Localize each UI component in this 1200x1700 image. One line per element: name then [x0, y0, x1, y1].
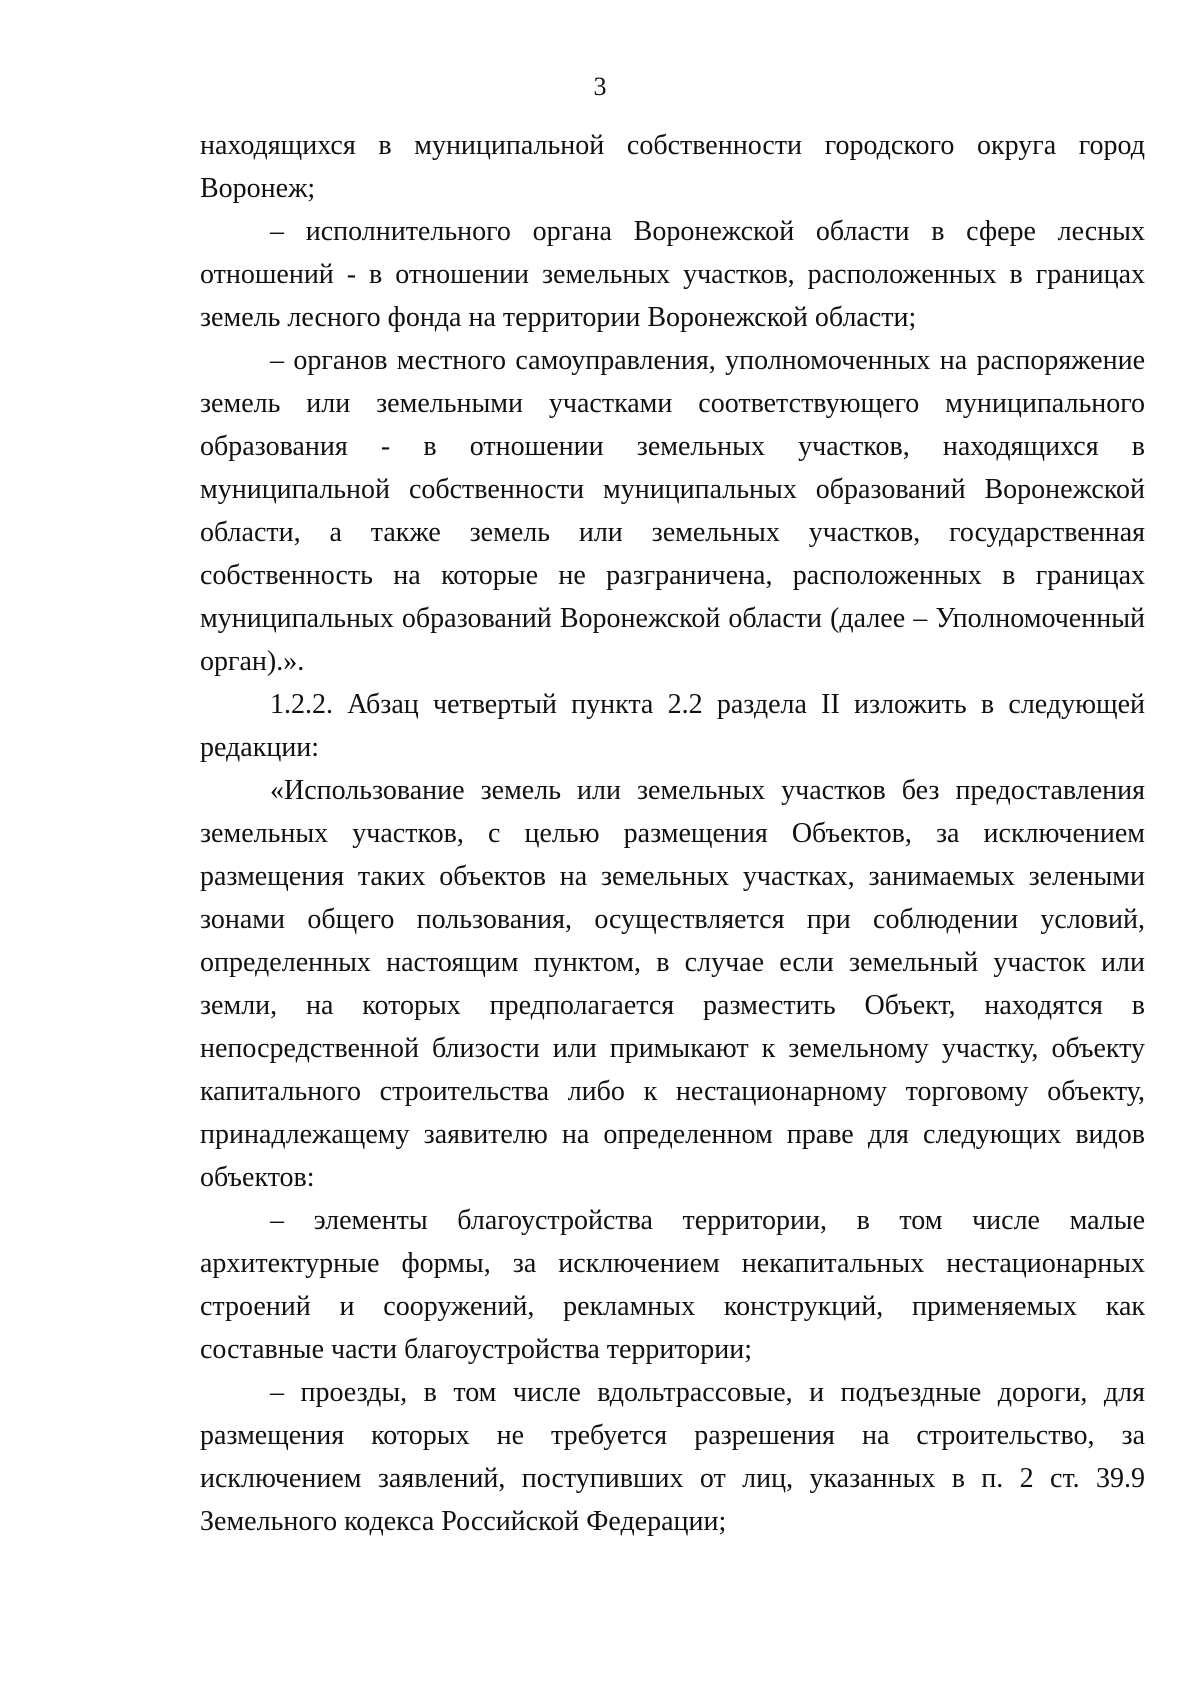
paragraph-driveways: – проезды, в том числе вдольтрассовые, и подъездные дороги, для размещения которых не требуется разрешения на строительство, за исключением заявлений, поступивших от лиц, указанных в п. 2 ст. 39.9 Земельного кодекса Российской Федерации; [200, 1377, 1145, 1537]
paragraph-landscaping-elements: – элементы благоустройства территории, в том числе малые архитектурные формы, за исключением некапитальных нестационарных строений и сооружений, рекламных конструкций, применяемых как составные части благоустройства территории; [200, 1205, 1145, 1365]
document-body [200, 124, 1145, 1543]
paragraph-forestry-authority: – исполнительного органа Воронежской области в сфере лесных отношений - в отношении земельных участков, расположенных в границах земель лесного фонда на территории Воронежской области; [200, 216, 1145, 333]
paragraph-amendment-1-2-2: 1.2.2. Абзац четвертый пункта 2.2 раздела II изложить в следующей редакции: [200, 689, 1145, 763]
paragraph-continuation: находящихся в муниципальной собственности городского округа город Воронеж; [200, 130, 1145, 204]
page-number: 3 [593, 72, 607, 101]
paragraph-land-use-conditions: «Использование земель или земельных участков без предоставления земельных участков, с целью размещения Объектов, за исключением размещения таких объектов на земельных участках, занимаемых зелеными зонами общего пользования, осуществляется при соблюдении условий, определенных настоящим пунктом, в случае если земельный участок или земли, на которых предполагается разместить Объект, находятся в непосредственной близости или примыкают к земельному участку, объекту капитального строительства либо к нестационарному торговому объекту, принадлежащему заявителю на определенном праве для следующих видов объектов: [200, 775, 1145, 1193]
paragraph-local-authorities: – органов местного самоуправления, уполномоченных на распоряжение земель или земельными участками соответствующего муниципального образования - в отношении земельных участков, находящихся в муниципальной собственности муниципальных образований Воронежской области, а также земель или земельных участков, государственная собственность на которые не разграничена, расположенных в границах муниципальных образований Воронежской области (далее – Уполномоченный орган).». [200, 345, 1145, 677]
